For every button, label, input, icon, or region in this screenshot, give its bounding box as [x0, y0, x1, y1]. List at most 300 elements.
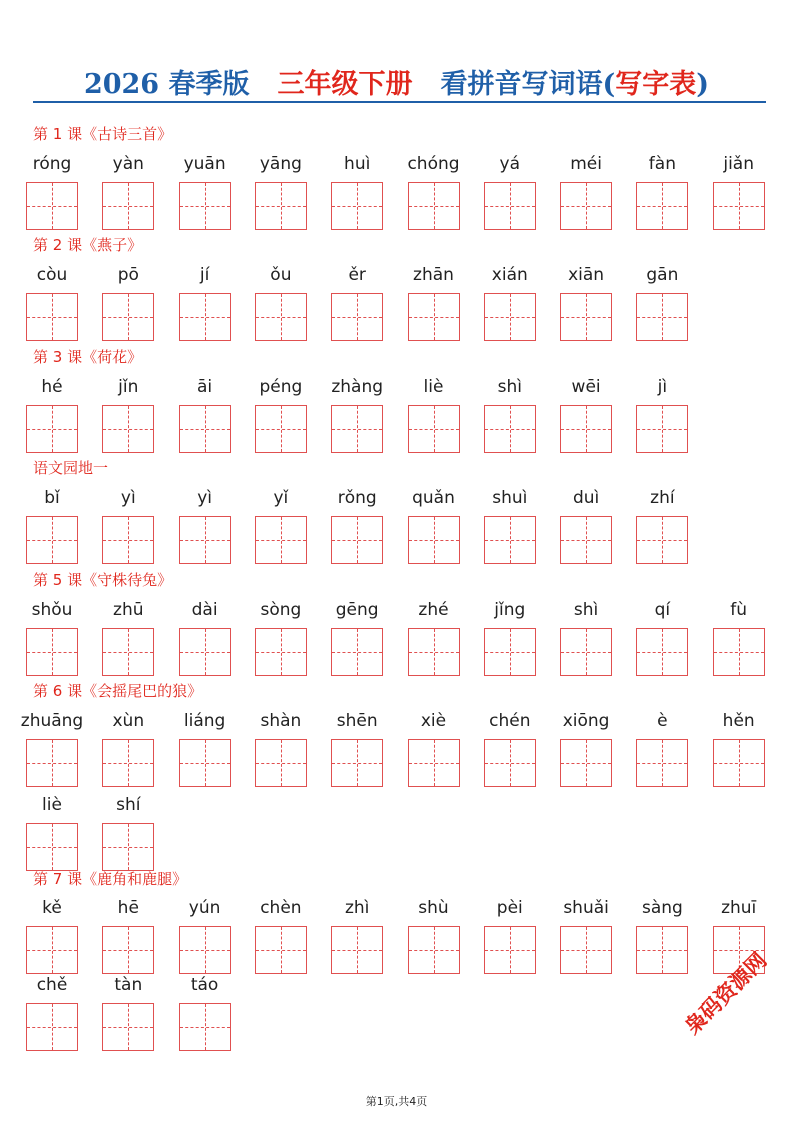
pinyin-label: dài: [191, 600, 218, 620]
grid-guide-horizontal: [180, 763, 230, 764]
pinyin-cell: [102, 793, 154, 871]
pinyin-cell: [26, 896, 78, 974]
pinyin-cell: [26, 793, 78, 871]
writing-grid-box[interactable]: [636, 739, 688, 787]
pinyin-label: zhuāng: [20, 711, 84, 731]
grid-guide-horizontal: [256, 206, 306, 207]
pinyin-label: bǐ: [44, 488, 60, 508]
pinyin-cell: [26, 973, 78, 1051]
title-edition: 2026 春季版: [83, 69, 250, 100]
pinyin-cell: [255, 709, 307, 787]
pinyin-label: wēi: [571, 377, 601, 397]
pinyin-label: è: [657, 711, 668, 731]
writing-grid-box[interactable]: [484, 405, 536, 453]
pinyin-cell: [636, 375, 688, 453]
writing-grid-box[interactable]: [636, 293, 688, 341]
writing-grid-box[interactable]: [636, 405, 688, 453]
writing-grid-box[interactable]: [331, 293, 383, 341]
pinyin-label: yuān: [183, 154, 226, 174]
pinyin-label: zhàng: [331, 377, 384, 397]
writing-grid-box[interactable]: [636, 926, 688, 974]
writing-grid-box[interactable]: [26, 1003, 78, 1051]
grid-guide-horizontal: [714, 763, 764, 764]
writing-grid-box[interactable]: [26, 516, 78, 564]
writing-grid-box[interactable]: [26, 628, 78, 676]
grid-guide-horizontal: [27, 652, 77, 653]
pinyin-label: xiōng: [562, 711, 610, 731]
pinyin-cell: [560, 152, 612, 230]
pinyin-cell: [102, 263, 154, 341]
writing-grid-box[interactable]: [179, 516, 231, 564]
writing-grid-box[interactable]: [484, 628, 536, 676]
lesson-title: 第 3 课《荷花》: [33, 348, 143, 366]
writing-grid-box[interactable]: [102, 182, 154, 230]
writing-grid-box[interactable]: [255, 293, 307, 341]
writing-grid-box[interactable]: [408, 628, 460, 676]
grid-guide-horizontal: [103, 206, 153, 207]
writing-grid-box[interactable]: [331, 926, 383, 974]
pinyin-label: chóng: [407, 154, 460, 174]
writing-grid-box[interactable]: [484, 926, 536, 974]
pinyin-label: hé: [41, 377, 63, 397]
grid-guide-horizontal: [180, 652, 230, 653]
pinyin-cell: [179, 152, 231, 230]
writing-grid-box[interactable]: [179, 926, 231, 974]
pinyin-label: liè: [423, 377, 444, 397]
pinyin-cell: [636, 709, 688, 787]
pinyin-cell: [331, 375, 383, 453]
pinyin-cell: [26, 598, 78, 676]
grid-guide-horizontal: [256, 763, 306, 764]
pinyin-label: méi: [570, 154, 602, 174]
pinyin-label: hěn: [722, 711, 755, 731]
pinyin-cell: [255, 598, 307, 676]
writing-grid-box[interactable]: [484, 516, 536, 564]
pinyin-cell: [102, 709, 154, 787]
pinyin-cell: [102, 973, 154, 1051]
pinyin-cell: [484, 152, 536, 230]
pinyin-label: jǐng: [494, 600, 526, 620]
grid-guide-horizontal: [409, 652, 459, 653]
pinyin-cell: [408, 486, 460, 564]
grid-guide-horizontal: [561, 540, 611, 541]
pinyin-cell: [560, 263, 612, 341]
pinyin-cell: [179, 263, 231, 341]
pinyin-cell: [255, 486, 307, 564]
pinyin-cell: [331, 598, 383, 676]
writing-grid-box[interactable]: [102, 293, 154, 341]
writing-grid-box[interactable]: [560, 293, 612, 341]
grid-guide-horizontal: [180, 950, 230, 951]
writing-grid-box[interactable]: [179, 182, 231, 230]
writing-grid-box[interactable]: [560, 405, 612, 453]
writing-grid-box[interactable]: [255, 926, 307, 974]
watermark-text: 枭码资源网: [680, 947, 772, 1040]
pinyin-label: quǎn: [412, 488, 455, 508]
pinyin-label: fù: [730, 600, 748, 620]
grid-guide-horizontal: [27, 847, 77, 848]
grid-guide-horizontal: [180, 317, 230, 318]
writing-grid-box[interactable]: [713, 182, 765, 230]
pinyin-label: liè: [42, 795, 62, 815]
writing-grid-box[interactable]: [255, 516, 307, 564]
pinyin-label: jì: [657, 377, 668, 397]
pinyin-cell: [636, 152, 688, 230]
grid-guide-horizontal: [561, 950, 611, 951]
writing-grid-box[interactable]: [484, 739, 536, 787]
pinyin-cell: [408, 709, 460, 787]
pinyin-cell: [560, 896, 612, 974]
pinyin-label: zhū: [113, 600, 144, 620]
pinyin-label: táo: [190, 975, 219, 995]
lesson-title: 语文园地一: [33, 459, 109, 477]
lesson-title: 第 5 课《守株待兔》: [33, 571, 173, 589]
page-title: [0, 62, 793, 101]
pinyin-label: huì: [344, 154, 371, 174]
writing-grid-box[interactable]: [255, 405, 307, 453]
writing-grid-box[interactable]: [179, 628, 231, 676]
pinyin-label: qí: [654, 600, 671, 620]
grid-guide-horizontal: [103, 429, 153, 430]
grid-guide-horizontal: [103, 950, 153, 951]
grid-guide-horizontal: [561, 429, 611, 430]
writing-grid-box[interactable]: [331, 405, 383, 453]
writing-grid-box[interactable]: [408, 293, 460, 341]
pinyin-label: āi: [197, 377, 213, 397]
writing-grid-box[interactable]: [484, 293, 536, 341]
pinyin-cell: [179, 598, 231, 676]
pinyin-label: shì: [573, 600, 599, 620]
grid-guide-horizontal: [180, 1027, 230, 1028]
pinyin-cell: [408, 598, 460, 676]
grid-guide-horizontal: [637, 206, 687, 207]
pinyin-label: xiān: [568, 265, 605, 285]
page-footer: 第1页,共4页: [365, 1095, 428, 1108]
writing-grid-box[interactable]: [560, 739, 612, 787]
pinyin-label: jí: [199, 265, 210, 285]
grid-guide-horizontal: [332, 540, 382, 541]
pinyin-label: yì: [197, 488, 212, 508]
grid-guide-horizontal: [485, 206, 535, 207]
pinyin-cell: [179, 973, 231, 1051]
pinyin-label: gān: [646, 265, 679, 285]
pinyin-label: fàn: [648, 154, 676, 174]
pinyin-cell: [26, 263, 78, 341]
pinyin-label: shù: [418, 898, 449, 918]
grid-guide-horizontal: [561, 763, 611, 764]
pinyin-cell: [484, 486, 536, 564]
pinyin-label: yāng: [259, 154, 302, 174]
grid-guide-horizontal: [485, 652, 535, 653]
grid-guide-horizontal: [637, 317, 687, 318]
grid-guide-horizontal: [637, 540, 687, 541]
pinyin-label: shuǎi: [563, 898, 609, 918]
pinyin-label: yá: [499, 154, 521, 174]
grid-guide-horizontal: [256, 429, 306, 430]
grid-guide-horizontal: [27, 540, 77, 541]
pinyin-label: zhuī: [721, 898, 757, 918]
writing-grid-box[interactable]: [408, 739, 460, 787]
grid-guide-horizontal: [332, 652, 382, 653]
pinyin-label: shēn: [336, 711, 378, 731]
grid-guide-horizontal: [256, 317, 306, 318]
writing-grid-box[interactable]: [331, 182, 383, 230]
grid-guide-horizontal: [637, 429, 687, 430]
pinyin-cell: [408, 896, 460, 974]
title-underline: [33, 101, 766, 103]
pinyin-cell: [636, 263, 688, 341]
pinyin-label: pō: [117, 265, 139, 285]
writing-grid-box[interactable]: [179, 293, 231, 341]
writing-grid-box[interactable]: [713, 739, 765, 787]
pinyin-label: tàn: [114, 975, 143, 995]
writing-grid-box[interactable]: [560, 182, 612, 230]
grid-guide-horizontal: [409, 950, 459, 951]
writing-grid-box[interactable]: [408, 926, 460, 974]
writing-grid-box[interactable]: [331, 628, 383, 676]
pinyin-cell: [26, 152, 78, 230]
grid-guide-horizontal: [27, 317, 77, 318]
writing-grid-box[interactable]: [484, 182, 536, 230]
pinyin-cell: [331, 152, 383, 230]
writing-grid-box[interactable]: [331, 739, 383, 787]
pinyin-label: xiè: [420, 711, 447, 731]
pinyin-cell: [102, 896, 154, 974]
pinyin-label: yàn: [112, 154, 144, 174]
writing-grid-box[interactable]: [26, 293, 78, 341]
pinyin-label: yǐ: [273, 488, 289, 508]
pinyin-label: chě: [36, 975, 68, 995]
pinyin-cell: [484, 896, 536, 974]
writing-grid-box[interactable]: [636, 182, 688, 230]
grid-guide-horizontal: [256, 540, 306, 541]
pinyin-label: yún: [188, 898, 221, 918]
pinyin-cell: [102, 375, 154, 453]
grid-guide-horizontal: [103, 652, 153, 653]
pinyin-cell: [26, 375, 78, 453]
pinyin-cell: [484, 598, 536, 676]
grid-guide-horizontal: [256, 652, 306, 653]
pinyin-cell: [20, 709, 84, 787]
grid-guide-horizontal: [180, 429, 230, 430]
pinyin-label: yì: [120, 488, 136, 508]
pinyin-label: duì: [572, 488, 600, 508]
grid-guide-horizontal: [485, 950, 535, 951]
grid-guide-horizontal: [332, 317, 382, 318]
pinyin-cell: [408, 375, 460, 453]
grid-guide-horizontal: [637, 950, 687, 951]
writing-grid-box[interactable]: [636, 628, 688, 676]
writing-grid-box[interactable]: [408, 516, 460, 564]
writing-grid-box[interactable]: [560, 628, 612, 676]
grid-guide-horizontal: [27, 950, 77, 951]
pinyin-cell: [102, 152, 154, 230]
pinyin-label: gēng: [335, 600, 379, 620]
pinyin-label: sòng: [260, 600, 302, 620]
pinyin-label: pèi: [496, 898, 523, 918]
grid-guide-horizontal: [103, 847, 153, 848]
grid-guide-horizontal: [103, 1027, 153, 1028]
pinyin-cell: [636, 486, 688, 564]
writing-grid-box[interactable]: [179, 1003, 231, 1051]
grid-guide-horizontal: [332, 206, 382, 207]
grid-guide-horizontal: [103, 317, 153, 318]
lesson-title: 第 2 课《燕子》: [33, 236, 143, 254]
pinyin-cell: [560, 375, 612, 453]
pinyin-cell: [484, 375, 536, 453]
pinyin-label: sàng: [641, 898, 683, 918]
grid-guide-horizontal: [561, 652, 611, 653]
writing-grid-box[interactable]: [560, 926, 612, 974]
pinyin-label: liáng: [183, 711, 226, 731]
writing-grid-box[interactable]: [26, 405, 78, 453]
writing-grid-box[interactable]: [179, 405, 231, 453]
writing-grid-box[interactable]: [102, 739, 154, 787]
title-task-open: 看拼音写词语(: [440, 69, 616, 100]
grid-guide-horizontal: [561, 317, 611, 318]
writing-grid-box[interactable]: [255, 628, 307, 676]
grid-guide-horizontal: [27, 763, 77, 764]
pinyin-label: shǒu: [31, 600, 73, 620]
pinyin-cell: [331, 263, 383, 341]
pinyin-cell: [713, 598, 765, 676]
pinyin-label: chèn: [260, 898, 302, 918]
pinyin-cell: [26, 486, 78, 564]
writing-grid-box[interactable]: [713, 628, 765, 676]
pinyin-label: zhé: [418, 600, 449, 620]
grid-guide-horizontal: [409, 429, 459, 430]
lesson-title: 第 7 课《鹿角和鹿腿》: [33, 870, 188, 888]
pinyin-cell: [636, 896, 688, 974]
pinyin-cell: [560, 709, 612, 787]
title-task-table: 写字表: [615, 69, 697, 100]
grid-guide-horizontal: [27, 429, 77, 430]
writing-grid-box[interactable]: [408, 182, 460, 230]
pinyin-label: rǒng: [337, 488, 377, 508]
grid-guide-horizontal: [637, 652, 687, 653]
pinyin-label: shuì: [492, 488, 528, 508]
writing-grid-box[interactable]: [255, 182, 307, 230]
writing-grid-box[interactable]: [102, 628, 154, 676]
pinyin-cell: [331, 709, 383, 787]
grid-guide-horizontal: [485, 429, 535, 430]
pinyin-cell: [331, 896, 383, 974]
pinyin-cell: [102, 598, 154, 676]
pinyin-label: chén: [489, 711, 531, 731]
pinyin-cell: [636, 598, 688, 676]
writing-grid-box[interactable]: [26, 823, 78, 871]
pinyin-cell: [484, 263, 536, 341]
pinyin-cell: [560, 486, 612, 564]
pinyin-cell: [179, 709, 231, 787]
pinyin-label: xián: [491, 265, 528, 285]
writing-grid-box[interactable]: [26, 739, 78, 787]
pinyin-label: zhān: [413, 265, 454, 285]
pinyin-label: zhì: [344, 898, 370, 918]
pinyin-label: péng: [259, 377, 303, 397]
pinyin-cell: [255, 896, 307, 974]
pinyin-label: xùn: [112, 711, 145, 731]
pinyin-cell: [484, 709, 536, 787]
writing-grid-box[interactable]: [26, 926, 78, 974]
writing-grid-box[interactable]: [255, 739, 307, 787]
lesson-title: 第 1 课《古诗三首》: [33, 125, 173, 143]
grid-guide-horizontal: [256, 950, 306, 951]
grid-guide-horizontal: [27, 206, 77, 207]
grid-guide-horizontal: [714, 206, 764, 207]
pinyin-label: kě: [42, 898, 62, 918]
grid-guide-horizontal: [409, 206, 459, 207]
writing-grid-box[interactable]: [102, 926, 154, 974]
writing-grid-box[interactable]: [636, 516, 688, 564]
writing-grid-box[interactable]: [102, 823, 154, 871]
pinyin-cell: [255, 263, 307, 341]
grid-guide-horizontal: [561, 206, 611, 207]
pinyin-cell: [102, 486, 154, 564]
pinyin-cell: [255, 375, 307, 453]
pinyin-label: shì: [497, 377, 522, 397]
pinyin-label: róng: [32, 154, 72, 174]
grid-guide-horizontal: [485, 540, 535, 541]
pinyin-cell: [408, 152, 460, 230]
pinyin-cell: [179, 896, 231, 974]
writing-grid-box[interactable]: [408, 405, 460, 453]
writing-grid-box[interactable]: [26, 182, 78, 230]
pinyin-label: jǐn: [118, 377, 139, 397]
pinyin-cell: [408, 263, 460, 341]
pinyin-cell: [713, 152, 765, 230]
writing-grid-box[interactable]: [331, 516, 383, 564]
grid-guide-horizontal: [485, 763, 535, 764]
pinyin-cell: [331, 486, 383, 564]
grid-guide-horizontal: [332, 950, 382, 951]
grid-guide-horizontal: [409, 317, 459, 318]
pinyin-cell: [179, 486, 231, 564]
pinyin-label: hē: [117, 898, 139, 918]
grid-guide-horizontal: [27, 1027, 77, 1028]
grid-guide-horizontal: [103, 763, 153, 764]
pinyin-label: zhí: [650, 488, 675, 508]
grid-guide-horizontal: [409, 763, 459, 764]
pinyin-cell: [560, 598, 612, 676]
writing-grid-box[interactable]: [102, 1003, 154, 1051]
pinyin-label: jiǎn: [723, 154, 754, 174]
pinyin-label: shí: [116, 795, 141, 815]
grid-guide-horizontal: [637, 763, 687, 764]
pinyin-cell: [713, 709, 765, 787]
writing-grid-box[interactable]: [102, 405, 154, 453]
pinyin-label: còu: [36, 265, 68, 285]
grid-guide-horizontal: [485, 317, 535, 318]
pinyin-label: shàn: [260, 711, 302, 731]
title-task-close: ): [696, 69, 710, 100]
grid-guide-horizontal: [714, 652, 764, 653]
title-grade: 三年级下册: [277, 69, 413, 100]
pinyin-cell: [179, 375, 231, 453]
writing-grid-box[interactable]: [560, 516, 612, 564]
lesson-title: 第 6 课《会摇尾巴的狼》: [33, 682, 203, 700]
grid-guide-horizontal: [180, 540, 230, 541]
grid-guide-horizontal: [332, 763, 382, 764]
pinyin-cell: [255, 152, 307, 230]
pinyin-label: ěr: [348, 265, 366, 285]
grid-guide-horizontal: [180, 206, 230, 207]
grid-guide-horizontal: [103, 540, 153, 541]
writing-grid-box[interactable]: [102, 516, 154, 564]
grid-guide-horizontal: [332, 429, 382, 430]
writing-grid-box[interactable]: [179, 739, 231, 787]
grid-guide-horizontal: [409, 540, 459, 541]
